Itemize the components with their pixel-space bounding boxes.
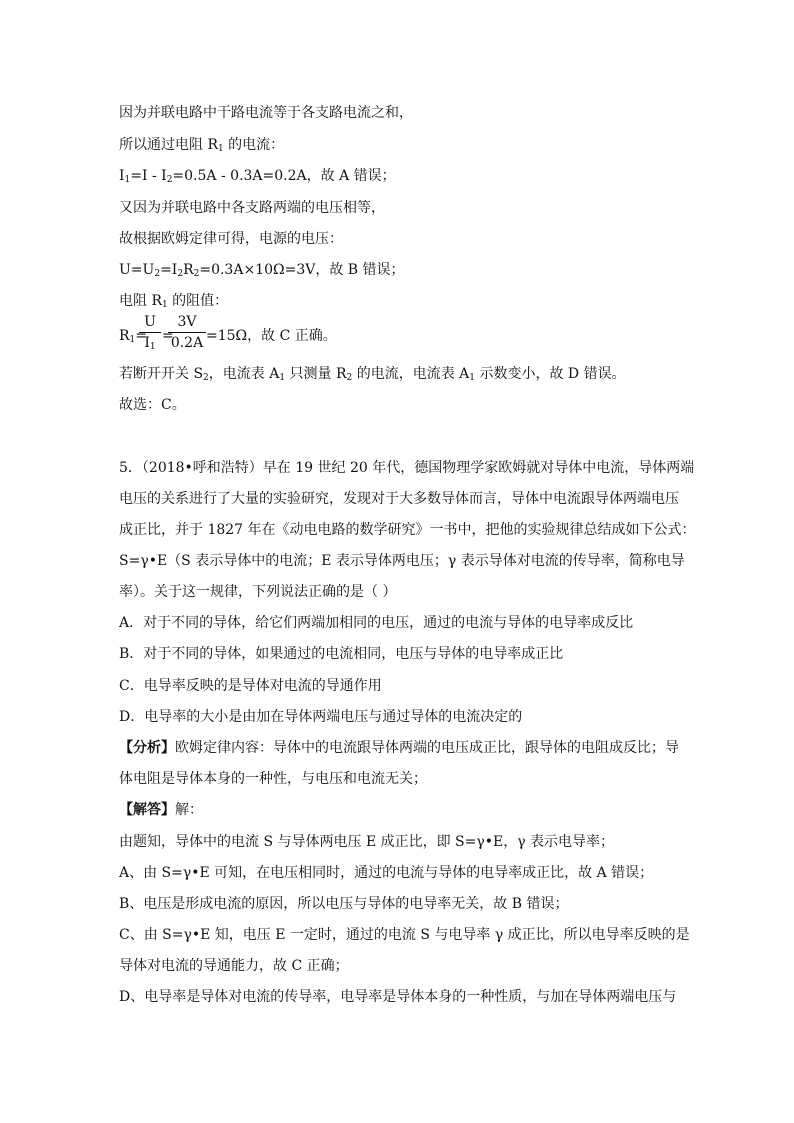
subscript: 2 (193, 269, 200, 279)
text-line (119, 365, 626, 383)
subscript: 1 (149, 342, 156, 352)
subscript: 2 (154, 269, 161, 279)
fraction-u-over-i (139, 313, 161, 352)
text-line (119, 167, 396, 185)
formula-result (206, 327, 337, 345)
option-c (119, 677, 382, 695)
solution-line (119, 988, 676, 1006)
subscript: 2 (346, 373, 353, 383)
text: = (162, 328, 174, 344)
question-stem-line (119, 552, 685, 570)
text-line (119, 199, 385, 217)
solution-line (119, 926, 690, 944)
text: = (135, 328, 148, 344)
text: A．对于不同的导体，给它们两端加相同的电压，通过的电流与导体的电导率成反比 (119, 615, 634, 631)
numerator: 3V (177, 314, 197, 330)
text: 电阻 R (119, 293, 162, 309)
text: 故根据欧姆定律可得，电源的电压： (119, 231, 343, 247)
text: 电压的关系进行了大量的实验研究，发现对于大多数导体而言，导体中电流跟导体两端电压 (119, 491, 679, 507)
fraction-3v-over-0.2a (168, 313, 206, 352)
text: R (119, 328, 130, 344)
subscript: 1 (469, 373, 476, 383)
subscript: 1 (218, 144, 224, 154)
text-line (119, 292, 228, 310)
text-line (119, 261, 405, 279)
text: 体电阻是导体本身的一种性，与电压和电流无关； (119, 771, 427, 787)
text: 的电流： (223, 137, 285, 153)
subscript: 1 (124, 175, 131, 185)
subscript: 2 (166, 175, 173, 185)
text: 5．（2018•呼和浩特）早在 19 世纪 20 年代，德国物理学家欧姆就对导体中电流，导体两端 (119, 460, 695, 476)
text: 示数变小，故 D 错误。 (475, 366, 626, 382)
text: 解： (175, 802, 203, 818)
text: =I - I (130, 168, 167, 184)
text: D．电导率的大小是由加在导体两端电压与通过导体的电流决定的 (119, 709, 523, 725)
solution-line (119, 895, 568, 913)
solution-line (119, 864, 653, 882)
question-stem-line (119, 583, 396, 601)
text: R (183, 262, 194, 278)
text: S=γ•E（S 表示导体中的电流；E 表示导体两电压；γ 表示导体对电流的传导率，简称电导 (119, 553, 685, 569)
text: 又因为并联电路中各支路两端的电压相等， (119, 200, 385, 216)
analysis-tag: 【分析】 (119, 740, 175, 756)
question-stem-line (119, 521, 696, 539)
subscript: 1 (279, 373, 286, 383)
subscript: 2 (203, 373, 209, 383)
denominator (139, 334, 161, 352)
solution-line (119, 801, 203, 819)
subscript: 2 (177, 269, 184, 279)
solution-line (119, 957, 349, 975)
text-line (119, 136, 284, 154)
text: 的阻值： (167, 293, 229, 309)
analysis-line (119, 770, 427, 788)
fraction-bar (139, 332, 161, 333)
text: 因为并联电路中干路电流等于各支路电流之和， (119, 105, 413, 121)
text: C、由 S=γ•E 知，电压 E 一定时，通过的电流 S 与电导率 γ 成正比，所以电导率反映的是 (119, 927, 690, 943)
question-stem-line (119, 459, 694, 477)
text: 的电流，电流表 A (352, 366, 470, 382)
text: U=U (119, 262, 155, 278)
solution-tag: 【解答】 (119, 802, 175, 818)
text: 欧姆定律内容：导体中的电流跟导体两端的电压成正比，跟导体的电阻成反比；导 (175, 740, 679, 756)
text-line (119, 230, 343, 248)
analysis-line (119, 739, 679, 757)
text: 故选：C。 (119, 397, 186, 413)
subscript: 1 (162, 300, 168, 310)
denominator: 0.2A (170, 335, 204, 351)
option-d (119, 708, 522, 726)
text: 只测量 R (285, 366, 347, 382)
text: =15Ω，故 C 正确。 (206, 328, 337, 344)
text: 成正比，并于 1827 年在《动电电路的数学研究》一书中，把他的实验规律总结成如下公式： (119, 522, 696, 538)
subscript: 1 (129, 335, 136, 345)
text-line (119, 396, 186, 414)
text: I (144, 335, 150, 351)
text: B、电压是形成电流的原因，所以电压与导体的电导率无关，故 B 错误； (119, 896, 569, 912)
text: =0.5A - 0.3A=0.2A，故 A 错误； (172, 168, 396, 184)
text: 由题知，导体中的电流 S 与导体两电压 E 成正比，即 S=γ•E，γ 表示电导率； (119, 834, 615, 850)
fraction-bar (168, 332, 206, 333)
option-a (119, 614, 633, 632)
text: =0.3A×10Ω=3V，故 B 错误； (199, 262, 405, 278)
text: 所以通过电阻 R (119, 137, 218, 153)
text: D、电导率是导体对电流的传导率，电导率是导体本身的一种性质，与加在导体两端电压与 (119, 989, 677, 1005)
text: B．对于不同的导体，如果通过的电流相同，电压与导体的电导率成正比 (119, 646, 564, 662)
text: I (119, 168, 125, 184)
solution-line (119, 833, 614, 851)
text: =I (160, 262, 178, 278)
text: 若断开开关 S (119, 366, 204, 382)
text: A、由 S=γ•E 可知，在电压相同时，通过的电流与导体的电导率成正比，故 A 错误； (119, 865, 654, 881)
text-line (119, 104, 413, 122)
text: 导体对电流的导通能力，故 C 正确； (119, 958, 349, 974)
question-stem-line (119, 490, 679, 508)
text: 率）。关于这一规律，下列说法正确的是（ ） (119, 584, 397, 600)
option-b (119, 645, 563, 663)
numerator: U (144, 314, 156, 330)
text: ，电流表 A (208, 366, 280, 382)
text: C．电导率反映的是导体对电流的导通作用 (119, 678, 382, 694)
